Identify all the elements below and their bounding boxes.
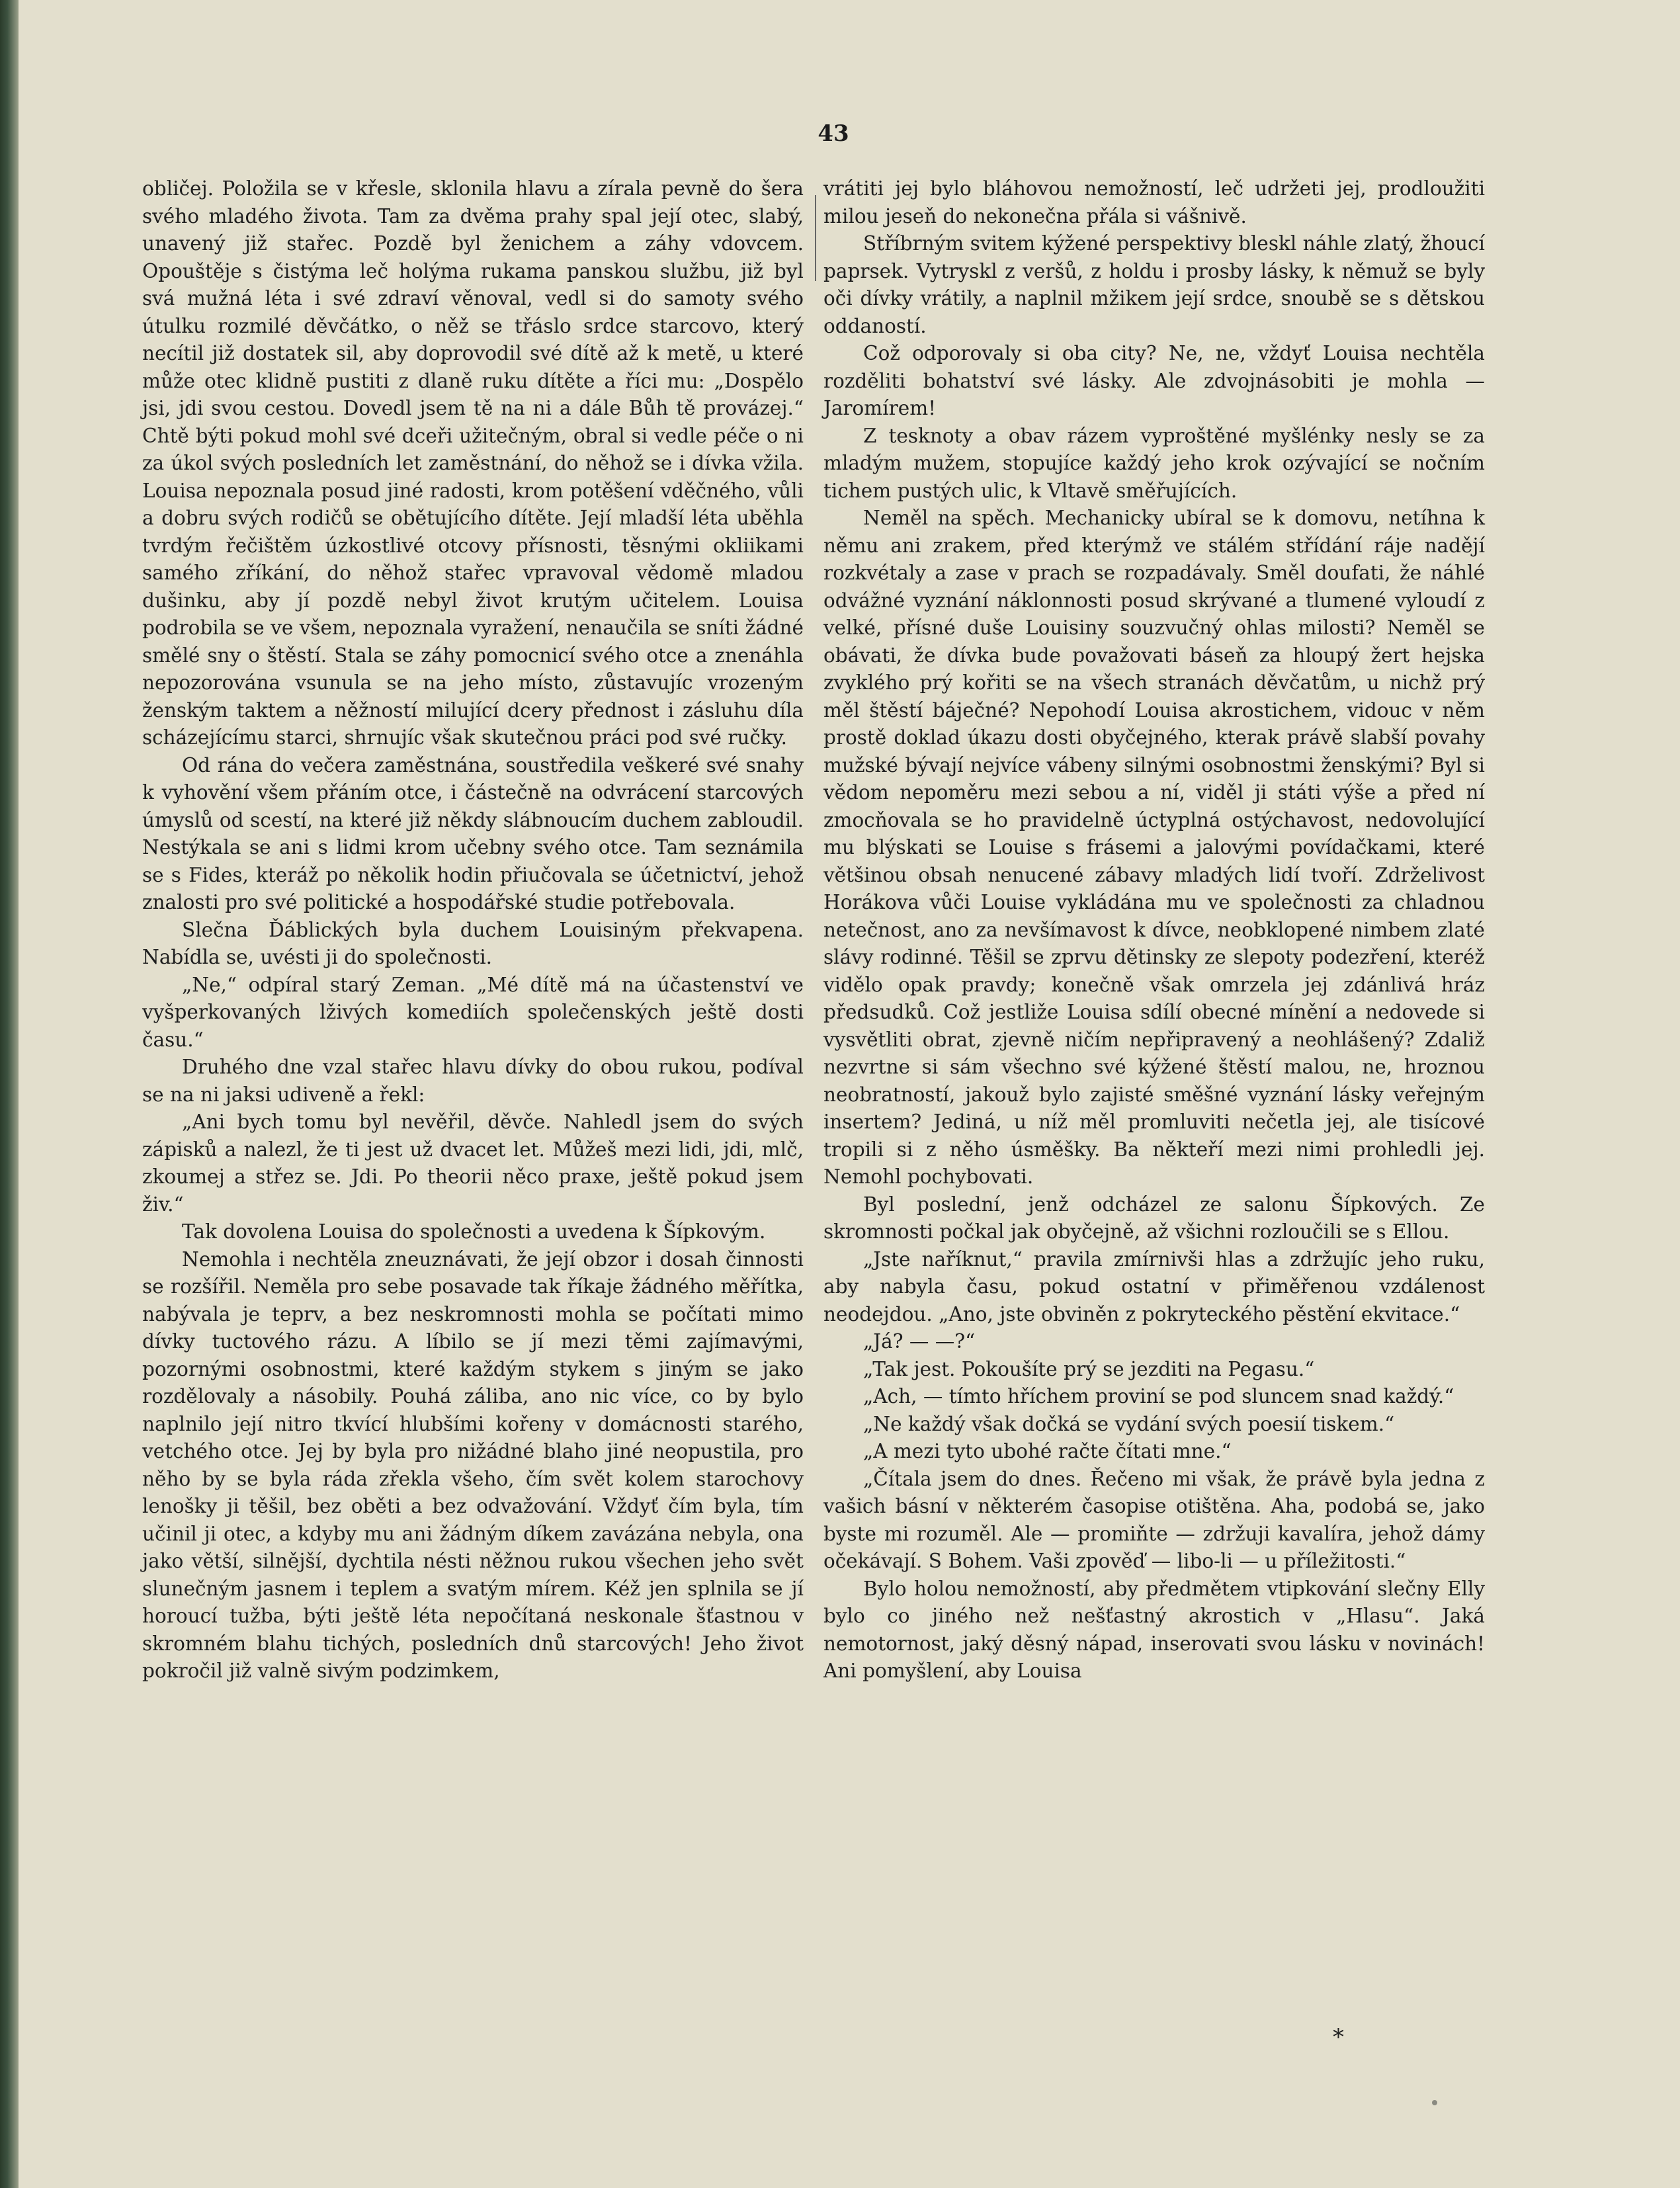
paragraph: „Já? — —?“ bbox=[863, 1330, 976, 1353]
paragraph: Od rána do večera zaměstnána, soustředila veškeré své snahy k vyhovění všem přáním otce, i částečně na odvrácení starcových úmyslů od scestí, na které již někdy slábnoucím duchem zabloudil. Nestýkala se ani s lidmi krom učebny svého otce. Tam seznámila se s Fides, kteráž po několik hodin přiučovala se účetnictví, jehož znalosti pro své politické a hospodářské studie potřebovala. bbox=[142, 753, 804, 913]
paragraph: „Čítala jsem do dnes. Řečeno mi však, že právě byla jedna z vašich básní v některém časopise otištěna. Aha, podobá se, jako byste mi rozuměl. Ale — promiňte — zdržuji kavalíra, jehož dámy očekávají. S Bohem. Vaši zpověď — libo-li — u příležitosti.“ bbox=[823, 1467, 1485, 1572]
page-binding-edge bbox=[0, 0, 19, 2188]
paragraph: Bylo holou nemožností, aby předmětem vtipkování slečny Elly bylo co jiného než nešťastný akrostich v „Hlasu“. Jaká nemotornost, jaký děsný nápad, inserovati svou lásku v novinách! Ani pomyšlení, aby Louisa bbox=[823, 1577, 1485, 1682]
paragraph: Byl poslední, jenž odcházel ze salonu Šípkových. Ze skromnosti počkal jak obyčejně, až všichni rozloučili se s Ellou. bbox=[823, 1193, 1485, 1243]
paragraph: „A mezi tyto ubohé račte čítati mne.“ bbox=[863, 1440, 1232, 1462]
paragraph: Slečna Ďáblických byla duchem Louisiným překvapena. Nabídla se, uvésti ji do společnosti. bbox=[142, 918, 804, 968]
paragraph: „Ne,“ odpíral starý Zeman. „Mé dítě má na účastenství ve vyšperkovaných lživých komediích společenských ještě dosti času.“ bbox=[142, 973, 804, 1051]
left-column bbox=[142, 175, 804, 1685]
section-mark: * bbox=[1333, 2024, 1344, 2050]
page-number: 43 bbox=[818, 120, 849, 147]
paragraph: Z tesknoty a obav rázem vyproštěné myšlénky nesly se za mladým mužem, stopujíce každý jeho krok ozývající se nočním tichem pustých ulic, k Vltavě směřujících. bbox=[823, 424, 1485, 502]
paragraph: „Ani bych tomu byl nevěřil, děvče. Nahledl jsem do svých zápisků a nalezl, že ti jest už dvacet let. Můžeš mezi lidi, jdi, mlč, zkoumej a střez se. Jdi. Po theorii něco praxe, ještě pokud jsem živ.“ bbox=[142, 1111, 804, 1216]
paragraph: vrátiti jej bylo bláhovou nemožností, leč udržeti jej, prodloužiti milou jeseň do nekonečna přála si vášnivě. bbox=[823, 177, 1485, 228]
column-divider bbox=[815, 195, 816, 281]
paragraph: obličej. Položila se v křesle, sklonila hlavu a zírala pevně do šera svého mladého života. Tam za dvěma prahy spal její otec, slabý, unavený již stařec. Pozdě byl ženichem a záhy vdovcem. Opouštěje s čistýma leč holýma rukama panskou službu, již byl svá mužná léta i své zdraví věnoval, vedl si do samoty svého útulku rozmilé děvčátko, o něž se třáslo srdce starcovo, který necítil již dostatek sil, aby doprovodil své dítě až k metě, u které může otec klidně pustiti z dlaně ruku dítěte a říci mu: „Dospělo jsi, jdi svou cestou. Dovedl jsem tě na ni a dále Bůh tě provázej.“ Chtě býti pokud mohl své dceři užitečným, obral si vedle péče o ni za úkol svých posledních let zaměstnání, do něhož se i dívka vžila. Louisa nepoznala posud jiné radosti, krom potěšení vděčného, vůli a dobru svých rodičů se obětujícího dítěte. Její mladší léta uběhla tvrdým řečištěm úzkostlivé otcovy přísnosti, těsnými okliikami samého zříkání, do něhož stařec vpravoval vědomě mladou dušinku, aby jí pozdě nebyl život krutým učitelem. Louisa podrobila se ve všem, nepoznala vyražení, nenaučila se sníti žádné smělé sny o štěstí. Stala se záhy pomocnicí svého otce a znenáhla nepozorována vsunula se na jeho místo, zůstavujíc vrozeným ženským taktem a něžností milující dcery přednost i zásluhu díla scházejícímu starci, shrnujíc však skutečnou práci pod své ručky. bbox=[142, 177, 804, 749]
paragraph: Stříbrným svitem kýžené perspektivy bleskl náhle zlatý, žhoucí paprsek. Vytryskl z veršů, z holdu i prosby lásky, k němuž se byly oči dívky vrátily, a naplnil mžikem její srdce, snoubě se s dětskou oddaností. bbox=[823, 232, 1485, 337]
paragraph: Což odporovaly si oba city? Ne, ne, vždyť Louisa nechtěla rozděliti bohatství své lásky. Ale zdvojnásobiti je mohla — Jaromírem! bbox=[823, 342, 1485, 419]
paragraph: „Ne každý však dočká se vydání svých poesií tiskem.“ bbox=[863, 1412, 1395, 1435]
paragraph: „Ach, — tímto hříchem proviní se pod sluncem snad každý.“ bbox=[863, 1385, 1454, 1408]
paragraph: Neměl na spěch. Mechanicky ubíral se k domovu, netíhna k němu ani zrakem, před kterýmž ve stálém střídání ráje nadějí rozkvétaly a zase v prach se rozpadávaly. Směl doufati, že náhlé odvážné vyznání náklonnosti posud skrývané a tlumené vyloudí z velké, přísné duše Louisiny souzvučný ohlas milosti? Neměl se obávati, že dívka bude považovati báseň za hloupý žert hejska zvyklého prý kořiti se na všech stranách děvčatům, u nichž prý měl štěstí báječné? Nepohodí Louisa akrostichem, vidouc v něm prostě doklad úkazu dosti obyčejného, kterak právě slabší povahy mužské bývají nejvíce vábeny silnými osobnostmi ženskými? Byl si vědom nepoměru mezi sebou a ní, viděl ji státi výše a před ní zmocňovala se ho pravidelně úctyplná ostýchavost, nedovolující mu blýskati se Louise s frásemi a jalovými povídačkami, které většinou obsah nenucené zábavy mladých lidí tvoří. Zdrželivost Horákova vůči Louise vykládána mu ve společnosti za chladnou netečnost, ano za nevšímavost k dívce, neobklopené nimbem zlaté slávy rodinné. Těšil se zprvu dětinsky ze slepoty podezření, kteréž vidělo opak pravdy; konečně však omrzela jej zdánlivá hráz předsudků. Což jestliže Louisa sdílí obecné mínění a nedovede si vysvětliti obrat, zjevně ničím nepřipravený a neohlášený? Zdaliž nezvrtne si sám všechno své kýžené štěstí malou, ne, hroznou neobratností, jakouž bylo zajisté směšné vyznání lásky veřejným insertem? Jediná, u níž měl promluviti nečetla jej, ale tisícové tropili si z něho úsměšky. Ba někteří mezi nimi prohledli jej. Nemohl pochybovati. bbox=[823, 507, 1485, 1188]
paragraph: Druhého dne vzal stařec hlavu dívky do obou rukou, podíval se na ni jaksi udiveně a řekl: bbox=[142, 1056, 804, 1106]
paragraph: „Tak jest. Pokoušíte prý se jezditi na Pegasu.“ bbox=[863, 1357, 1315, 1380]
paragraph: Tak dovolena Louisa do společnosti a uvedena k Šípkovým. bbox=[182, 1220, 766, 1243]
print-speck bbox=[1432, 2100, 1437, 2105]
paragraph: „Jste naříknut,“ pravila zmírnivši hlas a zdržujíc jeho ruku, aby nabyla času, pokud ostatní v přiměřenou vzdálenost neodejdou. „Ano, jste obviněn z pokryteckého pěstění ekvitace.“ bbox=[823, 1247, 1485, 1325]
paragraph: Nemohla i nechtěla zneuznávati, že její obzor i dosah činnosti se rozšířil. Neměla pro sebe posavade tak říkaje žádného měřítka, nabývala je teprv, a bez neskromnosti mohla se počítati mimo dívky tuctového rázu. A líbilo se jí mezi těmi zajímavými, pozornými osobnostmi, které každým stykem s jiným se jako rozdělovaly a násobily. Pouhá záliba, ano nic více, co by bylo naplnilo její nitro tkvící hlubšími kořeny v domácnosti starého, vetchého otce. Jej by byla pro nižádné blaho jiné neopustila, pro něho by se byla ráda zřekla všeho, čím svět kolem starochovy lenošky ji těšil, bez oběti a bez odvažování. Vždyť čím byla, tím učinil ji otec, a kdyby mu ani žádným díkem zavázána nebyla, ona jako větší, silnější, dychtila nésti něžnou rukou všechen jeho svět slunečným jasnem i teplem a svatým mírem. Kéž jen splnila se jí horoucí tužba, býti ještě léta nepočítaná neskonale šťastnou v skromném blahu tichých, posledních dnů starcových! Jeho život pokročil již valně sivým podzimkem, bbox=[142, 1247, 804, 1682]
right-column bbox=[823, 175, 1485, 1685]
